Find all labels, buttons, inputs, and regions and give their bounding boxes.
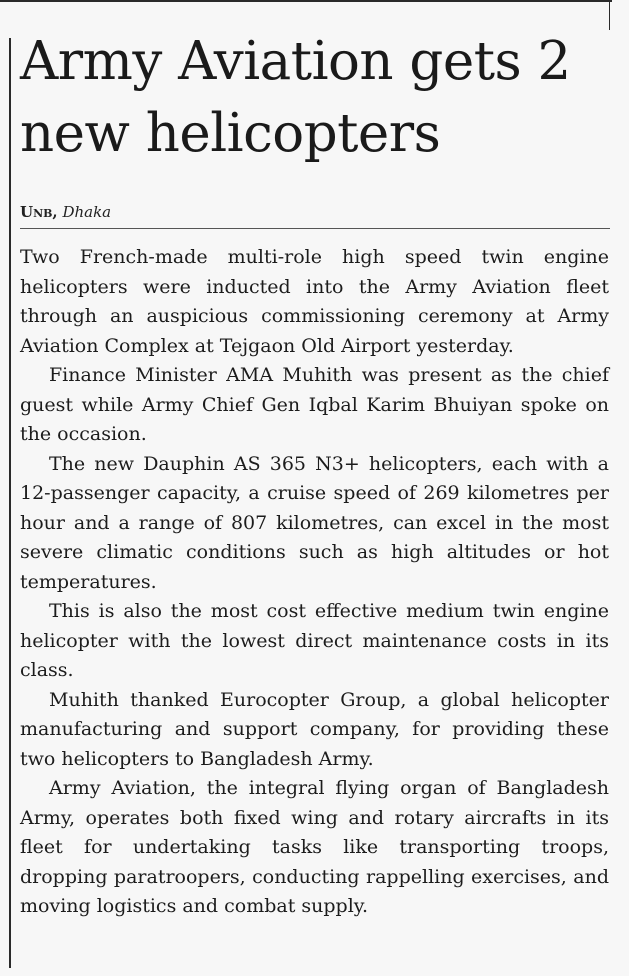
left-column-rule — [9, 38, 11, 968]
byline — [20, 202, 111, 222]
article-paragraph-4: This is also the most cost effective medium twin engine helicopter with the lowest direct maintenance costs in its class. — [20, 600, 609, 681]
article-paragraph-3: The new Dauphin AS 365 N3+ helicopters, each with a 12-passenger capacity, a cruise speed of 269 kilometres per hour and a range of 807 kilometres, can excel in the most severe climatic conditions such as high altitudes or hot temperatures. — [20, 452, 609, 593]
article-paragraph-5: Muhith thanked Eurocopter Group, a global helicopter manufacturing and support company, for providing these two helicopters to Bangladesh Army. — [20, 688, 609, 770]
byline-location: Dhaka — [62, 203, 112, 221]
article-paragraph-6: Army Aviation, the integral flying organ of Bangladesh Army, operates both fixed wing and rotary aircrafts in its fleet for undertaking tasks like transporting troops, dropping paratroopers, conducting rappelling exercises, and moving logistics and combat supply. — [20, 777, 609, 917]
top-column-rule — [0, 0, 612, 2]
article-paragraph-2: Finance Minister AMA Muhith was present as the chief guest while Army Chief Gen Iqbal Karim Bhuiyan spoke on the occasion. — [20, 364, 609, 445]
byline-agency: Unb, — [20, 203, 58, 221]
article-paragraph-1: Two French-made multi-role high speed twin engine helicopters were inducted into the Army Aviation fleet through an auspicious commissioning ceremony at Army Aviation Complex at Tejgaon Old Airport yesterday. — [20, 246, 609, 357]
article-headline: Army Aviation gets 2 new helicopters — [20, 31, 571, 164]
article-body — [20, 243, 609, 922]
byline-divider — [20, 228, 610, 229]
